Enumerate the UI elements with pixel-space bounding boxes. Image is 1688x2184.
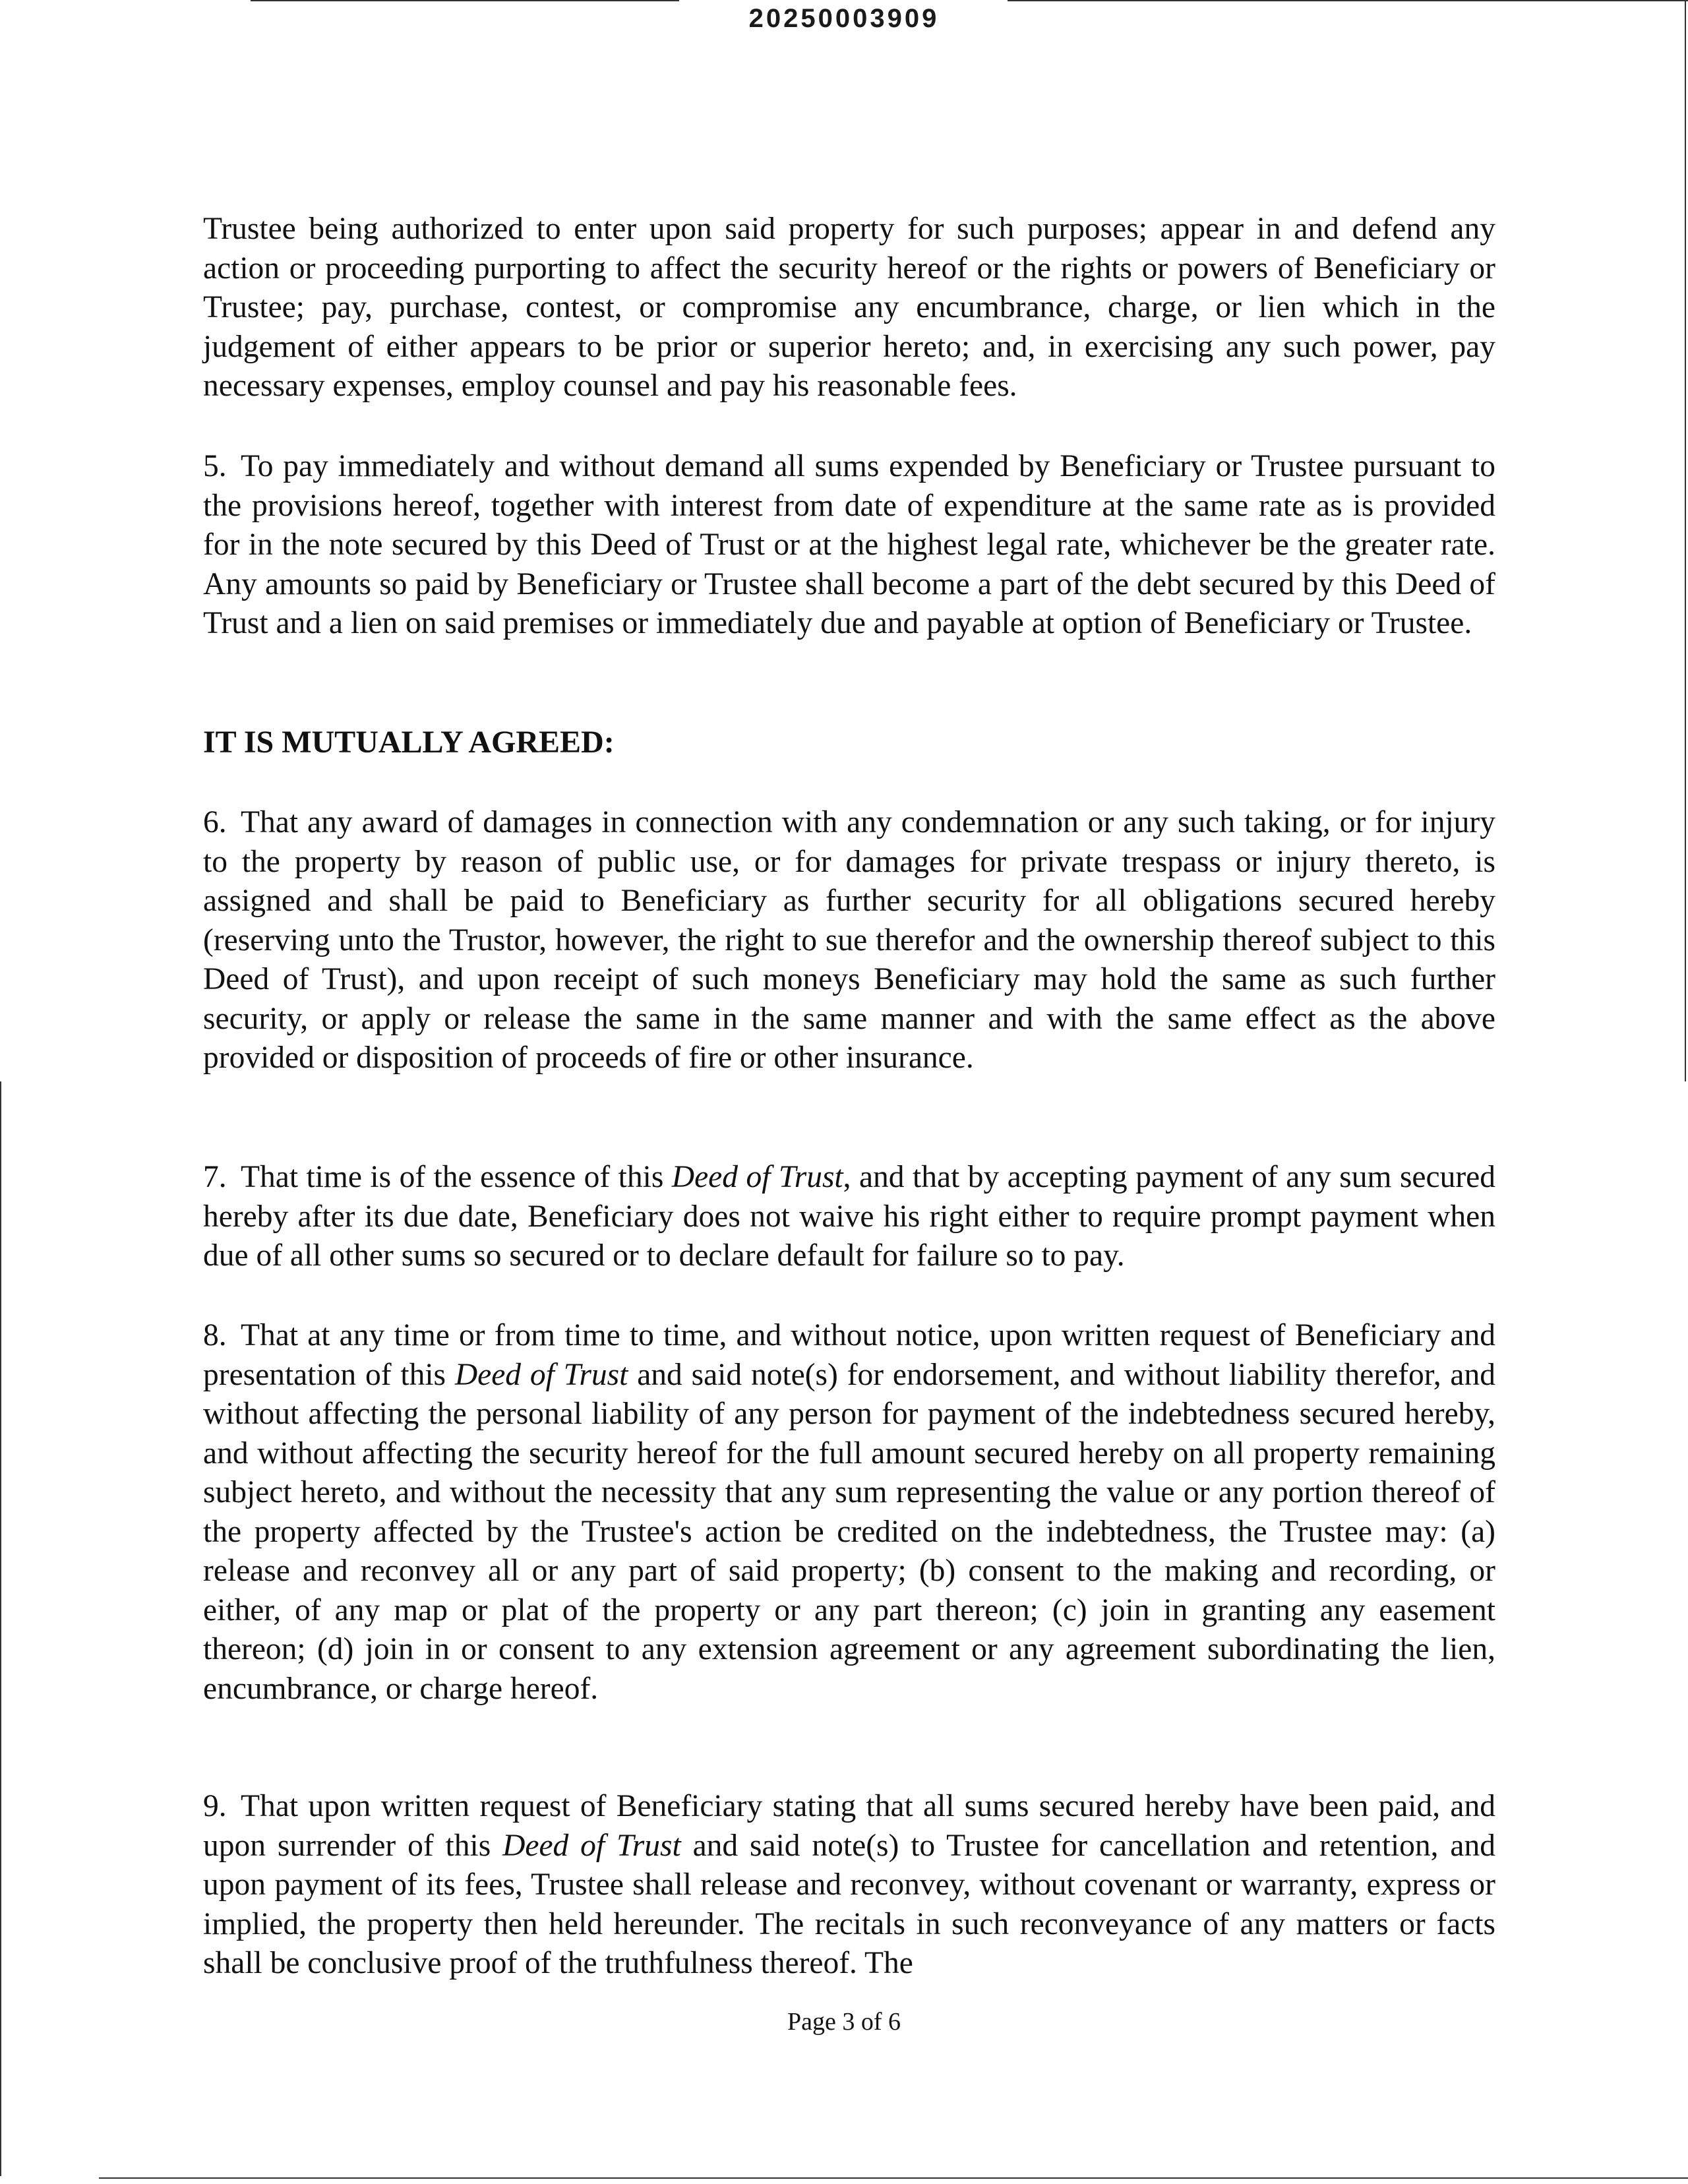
paragraph-5-text: To pay immediately and without demand all sums expended by Beneficiary or Trustee pursuant to the provisions hereof, together with interest from date of expenditure at the same rate as is provided for in the note secured by this Deed of Trust or at the highest legal rate, whichever be the greater rate. Any amounts so paid by Beneficiary or Trustee shall become a part of the debt secured by this Deed of Trust and a lien on said premises or immediately due and payable at option of Beneficiary or Trustee. [203, 449, 1495, 640]
paragraph-9-text-after: and said note(s) to Trustee for cancellation and retention, and upon payment of its fees, Trustee shall release and reconvey, without covenant or warranty, express or implied, the property then held hereunder. The recitals in such reconveyance of any matters or facts shall be conclusive proof of the truthfulness thereof. The [203, 1828, 1495, 1980]
paragraph-7 [203, 1158, 1495, 1276]
paragraph-8-italic: Deed of Trust [454, 1357, 628, 1392]
continuation-paragraph [203, 210, 1495, 406]
paragraph-7-text-before: That time is of the essence of this [241, 1160, 672, 1194]
paragraph-9-number: 9. [203, 1789, 227, 1823]
page-number: Page 3 of 6 [787, 2008, 901, 2036]
paragraph-5 [203, 447, 1495, 644]
paragraph-9-italic: Deed of Trust [502, 1828, 681, 1863]
paragraph-6-number: 6. [203, 805, 227, 839]
paragraph-9 [203, 1787, 1495, 1984]
section-heading: IT IS MUTUALLY AGREED: [203, 725, 615, 760]
paragraph-7-italic: Deed of Trust [671, 1160, 843, 1194]
paragraph-8 [203, 1316, 1495, 1709]
paragraph-6-text: That any award of damages in connection with any condemnation or any such taking, or for injury to the property by reason of public use, or for damages for private trespass or injury thereto, is assigned and shall be paid to Beneficiary as further security for all obligations secured hereby (reserving unto the Trustor, however, the right to sue therefor and the ownership thereof subject to this Deed of Trust), and upon receipt of such moneys Beneficiary may hold the same as such further security, or apply or release the same in the same manner and with the same effect as the above provided or disposition of proceeds of fire or other insurance. [203, 805, 1495, 1075]
document-number: 20250003909 [748, 4, 940, 33]
paragraph-8-text-after: and said note(s) for endorsement, and without liability therefor, and without affecting the personal liability of any person for payment of the indebtedness secured hereby, and without affecting the security hereof for the full amount secured hereby on all property remaining subject hereto, and without the necessity that any sum representing the value or any portion thereof of the property affected by the Trustee's action be credited on the indebtedness, the Trustee may: (a) release and reconvey all or any part of said property; (b) consent to the making and recording, or either, of any map or plat of the property or any part thereon; (c) join in granting any easement thereon; (d) join in or consent to any extension agreement or any agreement subordinating the lien, encumbrance, or charge hereof. [203, 1357, 1495, 1706]
paragraph-5-number: 5. [203, 449, 227, 483]
paragraph-9-text-before: That upon written request of Beneficiary stating that all sums secured hereby have been paid, and upon surrender of this [203, 1789, 1495, 1863]
paragraph-8-number: 8. [203, 1318, 227, 1352]
paragraph-7-number: 7. [203, 1160, 227, 1194]
right-edge-scan-line [1685, 0, 1686, 1081]
continuation-text: Trustee being authorized to enter upon said property for such purposes; appear in and defend any action or proceeding purporting to affect the security hereof or the rights or powers of Beneficiary or Trustee; pay, purchase, contest, or compromise any encumbrance, charge, or lien which in the judgement of either appears to be prior or superior hereto; and, in exercising any such power, pay necessary expenses, employ counsel and pay his reasonable fees. [203, 212, 1495, 403]
paragraph-7-text-after: , and that by accepting payment of any sum secured hereby after its due date, Beneficiary does not waive his right either to require prompt payment when due of all other sums so secured or to declare default for failure so to pay. [203, 1160, 1495, 1273]
top-left-scan-line [251, 0, 679, 1]
bottom-scan-line [99, 2177, 1688, 2179]
top-right-scan-line [1008, 0, 1688, 1]
paragraph-6 [203, 803, 1495, 1078]
paragraph-8-text-before: That at any time or from time to time, and without notice, upon written request of Beneficiary and presentation of this [203, 1318, 1495, 1392]
